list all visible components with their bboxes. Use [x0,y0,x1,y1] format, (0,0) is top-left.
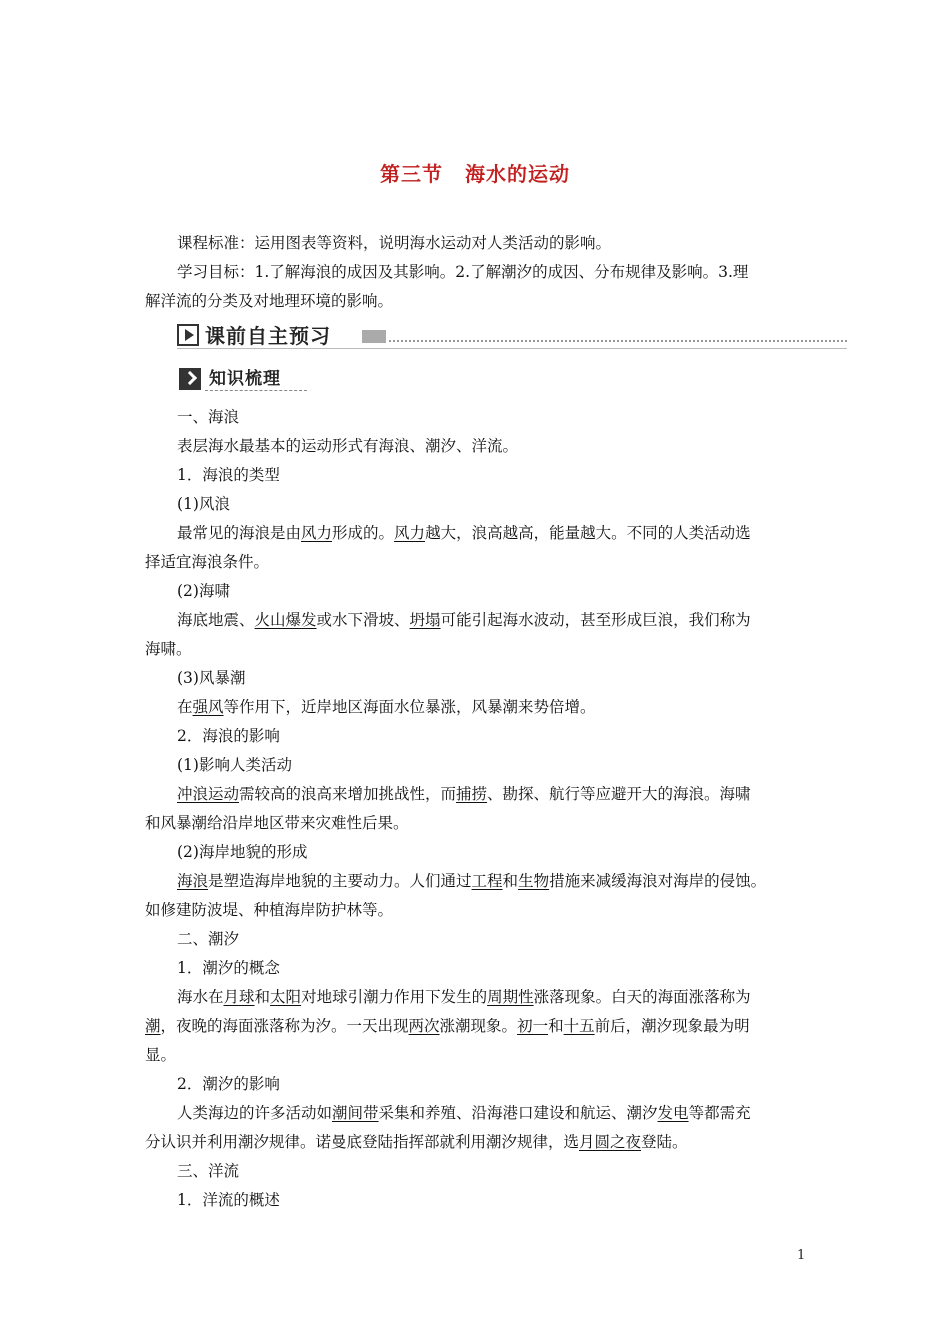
section-banner [177,322,847,350]
page-title [0,158,950,187]
paragraph [177,609,751,631]
paragraph [177,522,751,544]
text: 采集和养殖、沿海港口建设和航运、潮汐 [378,1104,658,1122]
paragraph [177,696,596,718]
paragraph-cont: 和风暴潮给沿岸地区带来灾难性后果。 [145,814,409,832]
text: 涨潮现象。 [439,1017,518,1035]
arrow-icon [177,324,199,346]
text: 措施来减缓海浪对海岸的侵蚀。 [549,872,767,890]
blank-answer: 风力 [394,524,426,542]
subsection-underline [205,390,307,391]
banner-label: 课前自主预习 [205,324,331,348]
title-topic: 海水的运动 [465,162,570,186]
heading: (2)海岸地貌的形成 [177,843,308,861]
paragraph [177,783,751,805]
text: 等作用下，近岸地区海面水位暴涨，风暴潮来势倍增。 [223,698,596,716]
paragraph-cont: 择适宜海浪条件。 [145,553,270,571]
heading: 2．潮汐的影响 [177,1075,280,1093]
heading: (3)风暴潮 [177,669,246,687]
heading: 2．海浪的影响 [177,727,280,745]
paragraph-cont: 如修建防波堤、种植海岸防护林等。 [145,901,394,919]
blank-answer: 发电 [657,1104,689,1122]
text: 人类海边的许多活动如 [177,1104,333,1122]
blank-answer: 火山爆发 [254,611,317,629]
subsection-heading [177,366,307,392]
heading-currents: 三、洋流 [177,1162,240,1180]
text: 和 [254,988,271,1006]
text: 可能引起海水波动，甚至形成巨浪，我们称为 [440,611,751,629]
text: 前后，潮汐现象最为明 [594,1017,750,1035]
blank-answer: 生物 [518,872,550,890]
heading-tides: 二、潮汐 [177,930,240,948]
text: 是塑造海岸地貌的主要动力。人们通过 [208,872,472,890]
blank-answer: 风力 [301,524,333,542]
heading: 1．潮汐的概念 [177,959,280,977]
blank-answer: 十五 [563,1017,595,1035]
paragraph: 表层海水最基本的运动形式有海浪、潮汐、洋流。 [177,437,519,455]
blank-answer: 月球 [223,988,255,1006]
banner-rule [177,348,847,349]
text: 登陆。 [641,1133,688,1151]
text: 对地球引潮力作用下发生的 [301,988,488,1006]
subsection-label: 知识梳理 [209,369,281,389]
heading: (1)影响人类活动 [177,756,292,774]
learning-goals-line1: 学习目标：1.了解海浪的成因及其影响。2.了解潮汐的成因、分布规律及影响。3.理 [177,263,749,281]
text: 海水在 [177,988,224,1006]
text: 在 [177,698,193,716]
text: 最常见的海浪是由 [177,524,302,542]
banner-dotted-line [389,340,847,342]
paragraph [177,986,751,1008]
paragraph [177,870,766,892]
blank-answer: 初一 [517,1017,549,1035]
text: 、勘探、航行等应避开大的海浪。海啸 [487,785,751,803]
blank-answer: 潮 [145,1017,161,1035]
blank-answer: 工程 [471,872,503,890]
blank-answer: 月圆之夜 [579,1133,642,1151]
text: ，夜晚的海面涨落称为汐。一天出现 [160,1017,409,1035]
course-standard: 课程标准：运用图表等资料，说明海水运动对人类活动的影响。 [177,234,612,252]
text: 形成的。 [332,524,395,542]
check-arrow-icon [179,368,201,390]
page-number: 1 [797,1248,806,1263]
banner-decoration [362,330,386,343]
heading-waves: 一、海浪 [177,408,240,426]
heading: 1．海浪的类型 [177,466,280,484]
heading: (2)海啸 [177,582,230,600]
text: 分认识并利用潮汐规律。诺曼底登陆指挥部就利用潮汐规律，选 [145,1133,580,1151]
paragraph-cont [145,1015,750,1037]
heading: (1)风浪 [177,495,230,513]
text: 或水下滑坡、 [316,611,410,629]
blank-answer: 海浪 [177,872,209,890]
blank-answer: 捕捞 [456,785,488,803]
blank-answer: 坍塌 [409,611,441,629]
blank-answer: 周期性 [487,988,534,1006]
text: 越大，浪高越高，能量越大。不同的人类活动选 [425,524,751,542]
text: 和 [548,1017,564,1035]
paragraph-cont: 海啸。 [145,640,192,658]
text: 和 [502,872,519,890]
paragraph [177,1102,751,1124]
text: 需较高的浪高来增加挑战性，而 [239,785,457,803]
blank-answer: 两次 [408,1017,440,1035]
heading: 1．洋流的概述 [177,1191,280,1209]
blank-answer: 冲浪运动 [177,785,240,803]
blank-answer: 潮间带 [332,1104,379,1122]
paragraph-cont: 显。 [145,1046,177,1064]
text: 海底地震、 [177,611,255,629]
blank-answer: 太阳 [270,988,302,1006]
text: 等都需充 [688,1104,751,1122]
text: 涨落现象。白天的海面涨落称为 [533,988,751,1006]
title-section-number: 第三节 [380,162,443,186]
paragraph-cont [145,1131,688,1153]
blank-answer: 强风 [192,698,224,716]
learning-goals-line2: 解洋流的分类及对地理环境的影响。 [145,292,394,310]
